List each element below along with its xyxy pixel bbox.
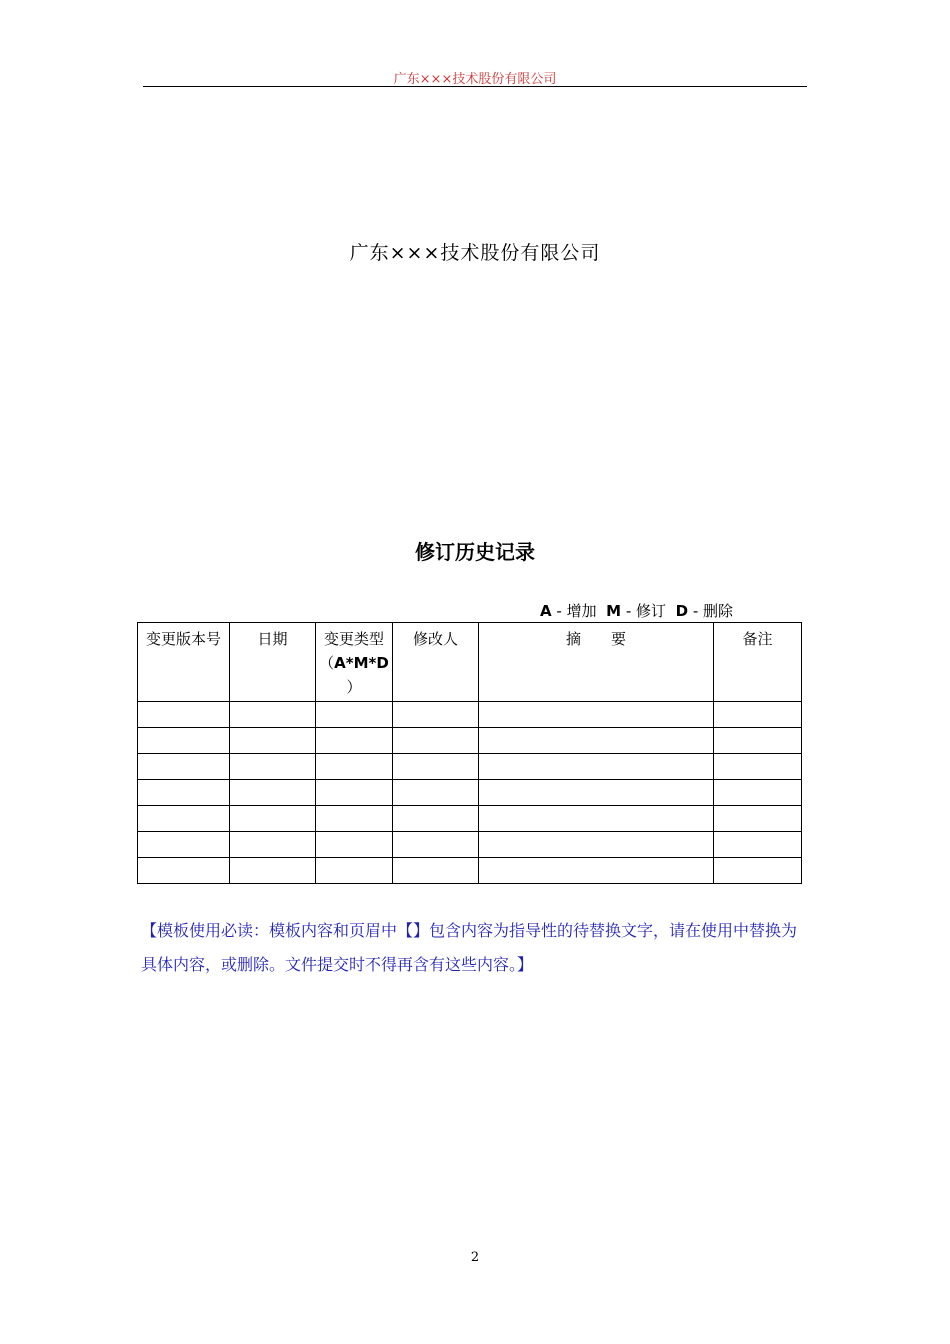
- legend-add-text: - 增加: [556, 602, 597, 620]
- table-cell[interactable]: [230, 702, 316, 728]
- table-row: [138, 728, 802, 754]
- table-cell[interactable]: [479, 780, 714, 806]
- legend-delete-text: - 删除: [692, 602, 733, 620]
- table-cell[interactable]: [393, 702, 479, 728]
- table-cell[interactable]: [316, 858, 393, 884]
- table-cell[interactable]: [714, 702, 802, 728]
- legend-add-code: A: [540, 602, 552, 620]
- table-cell[interactable]: [316, 702, 393, 728]
- table-cell[interactable]: [230, 858, 316, 884]
- table-cell[interactable]: [479, 754, 714, 780]
- table-cell[interactable]: [393, 858, 479, 884]
- revision-history-table: [137, 622, 802, 884]
- legend-modify-text: - 修订: [625, 602, 667, 620]
- table-cell[interactable]: [316, 832, 393, 858]
- table-header-row: [138, 623, 802, 702]
- col-type-codes: A*M*D: [334, 654, 389, 672]
- table-cell[interactable]: [316, 728, 393, 754]
- table-cell[interactable]: [479, 728, 714, 754]
- table-cell[interactable]: [316, 780, 393, 806]
- revision-history-title: 修订历史记录: [415, 540, 535, 564]
- table-cell[interactable]: [138, 858, 230, 884]
- table-row: [138, 858, 802, 884]
- template-usage-notice: 【模板使用必读：模板内容和页眉中【】包含内容为指导性的待替换文字，请在使用中替换为具体内容，或删除。文件提交时不得再含有这些内容。】: [141, 921, 798, 974]
- page-header-company: 广东×××技术股份有限公司: [393, 72, 557, 87]
- table-cell[interactable]: [479, 702, 714, 728]
- table-cell[interactable]: [714, 728, 802, 754]
- col-type-open: （: [319, 654, 335, 672]
- cover-company-name: 广东×××技术股份有限公司: [349, 242, 601, 264]
- table-row: [138, 702, 802, 728]
- table-cell[interactable]: [479, 806, 714, 832]
- table-row: [138, 780, 802, 806]
- legend-delete-code: D: [675, 602, 689, 620]
- table-cell[interactable]: [230, 780, 316, 806]
- col-version-header: 变更版本号: [138, 623, 230, 702]
- table-cell[interactable]: [230, 754, 316, 780]
- col-date-header: 日期: [230, 623, 316, 702]
- table-cell[interactable]: [714, 858, 802, 884]
- table-cell[interactable]: [230, 806, 316, 832]
- page-number: 2: [470, 1250, 480, 1265]
- legend-modify-code: M: [606, 602, 622, 620]
- table-cell[interactable]: [714, 832, 802, 858]
- col-type-label: 变更类型: [323, 630, 384, 648]
- col-type-header: [316, 623, 393, 702]
- table-cell[interactable]: [714, 806, 802, 832]
- table-cell[interactable]: [479, 858, 714, 884]
- table-cell[interactable]: [316, 806, 393, 832]
- table-row: [138, 754, 802, 780]
- table-cell[interactable]: [393, 806, 479, 832]
- col-remarks-header: 备注: [714, 623, 802, 702]
- table-cell[interactable]: [393, 728, 479, 754]
- table-cell[interactable]: [714, 780, 802, 806]
- table-cell[interactable]: [138, 754, 230, 780]
- table-cell[interactable]: [230, 728, 316, 754]
- table-cell[interactable]: [393, 780, 479, 806]
- table-cell[interactable]: [138, 780, 230, 806]
- col-editor-header: 修改人: [393, 623, 479, 702]
- table-cell[interactable]: [138, 702, 230, 728]
- table-row: [138, 806, 802, 832]
- col-type-close: ）: [346, 678, 362, 696]
- table-cell[interactable]: [138, 832, 230, 858]
- table-row: [138, 832, 802, 858]
- table-cell[interactable]: [393, 832, 479, 858]
- table-cell[interactable]: [138, 728, 230, 754]
- table-cell[interactable]: [316, 754, 393, 780]
- table-cell[interactable]: [138, 806, 230, 832]
- header-divider: [143, 86, 807, 87]
- col-summary-header: 摘 要: [479, 623, 714, 702]
- table-cell[interactable]: [230, 832, 316, 858]
- table-cell[interactable]: [479, 832, 714, 858]
- table-cell[interactable]: [393, 754, 479, 780]
- table-cell[interactable]: [714, 754, 802, 780]
- change-type-legend: [540, 600, 733, 621]
